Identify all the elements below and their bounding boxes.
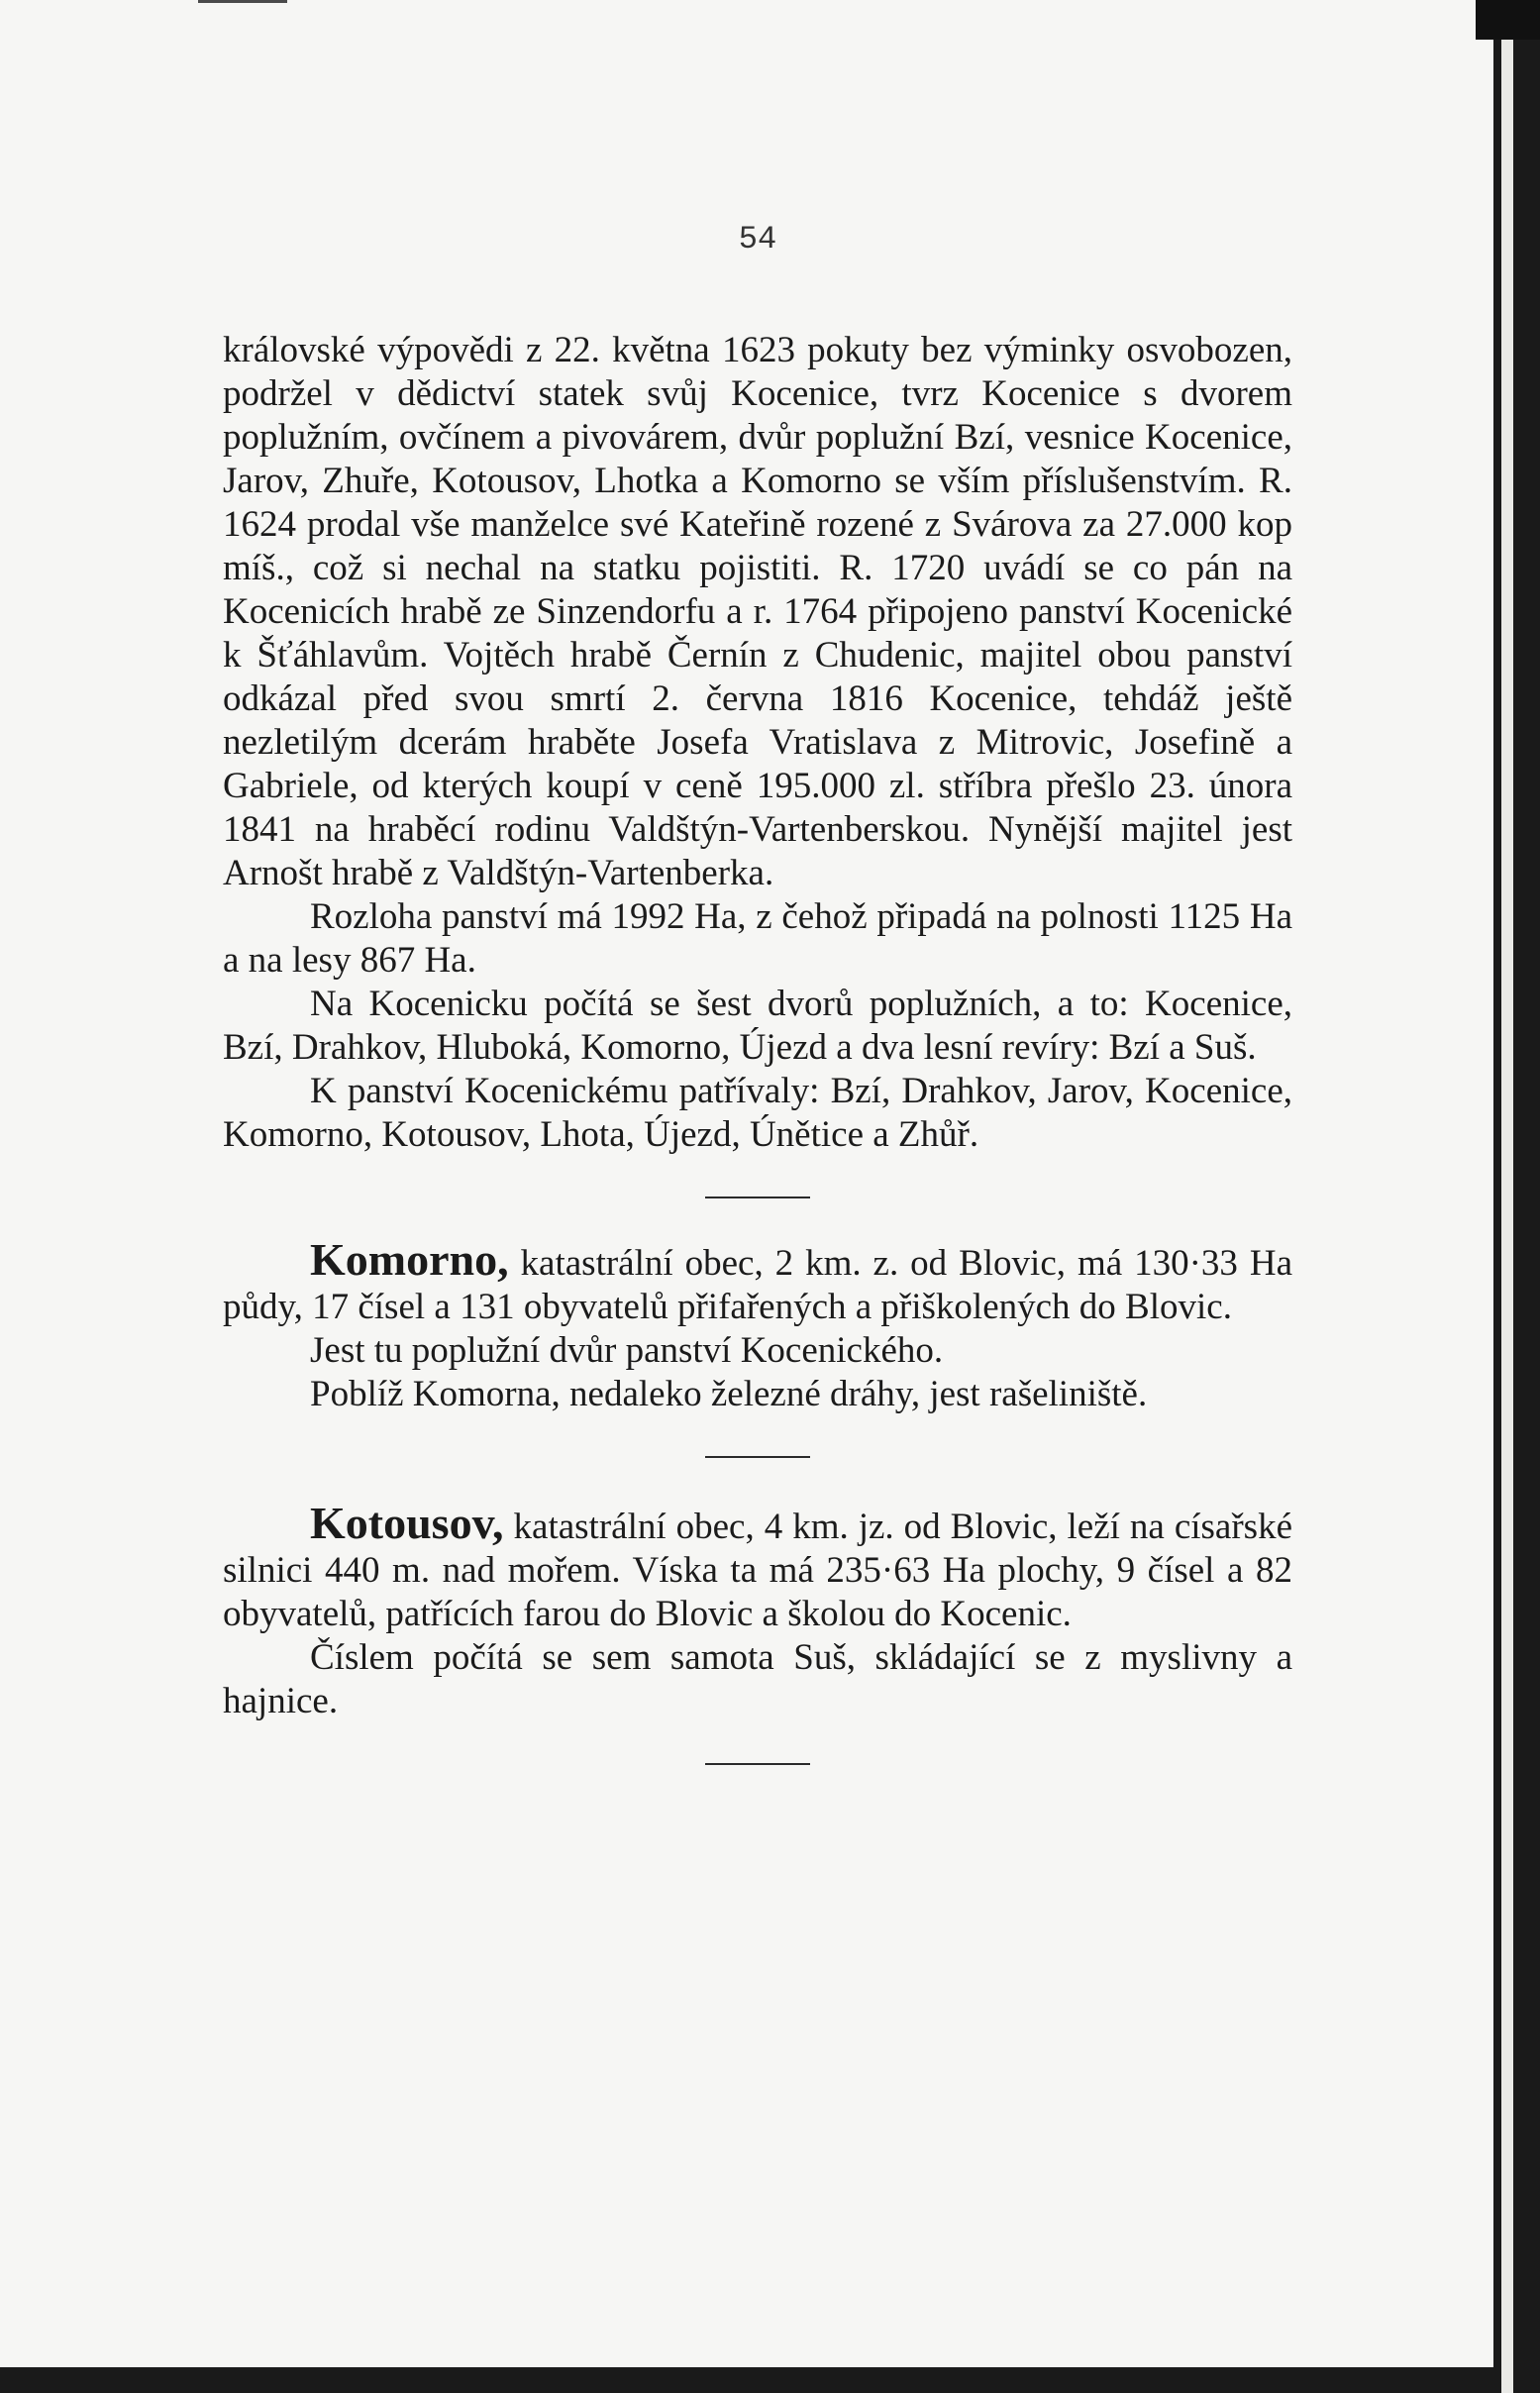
paragraph-farms: Na Kocenicku počítá se šest dvorů poplužních, a to: Kocenice, Bzí, Drahkov, Hluboká, Komorno, Újezd a dva lesní revíry: Bzí a Suš.	[223, 984, 1292, 1068]
paragraph-belonged: K panství Kocenickému patřívaly: Bzí, Drahkov, Jarov, Kocenice, Komorno, Kotousov, Lhota, Újezd, Únětice a Zhůř.	[223, 1071, 1292, 1155]
entry-kotousov	[223, 1498, 1292, 1636]
komorno-paragraph-peat: Poblíž Komorna, nedaleko železné dráhy, jest rašeliniště.	[310, 1374, 1148, 1414]
komorno-paragraph-farm: Jest tu poplužní dvůr panství Kocenického.	[310, 1330, 944, 1371]
scan-corner-shadow	[1476, 0, 1540, 40]
entry-title-komorno: Komorno,	[310, 1234, 509, 1285]
page-number: 54	[738, 221, 777, 258]
paragraph-area: Rozloha panství má 1992 Ha, z čehož připadá na polnosti 1125 Ha a na lesy 867 Ha.	[223, 896, 1292, 981]
kotousov-paragraph-sus: Číslem počítá se sem samota Suš, skládající se z myslivny a hajnice.	[223, 1637, 1292, 1721]
paragraph-history: královské výpovědi z 22. května 1623 pokuty bez výminky osvobozen, podržel v dědictví statek svůj Kocenice, tvrz Kocenice s dvorem poplužním, ovčínem a pivovárem, dvůr poplužní Bzí, vesnice Kocenice, Jarov, Zhuře, Kotousov, Lhotka a Komorno se vším příslušenstvím. R. 1624 prodal vše manželce své Kateřině rozené z Svárova za 27.000 kop míš., což si nechal na statku pojistiti. R. 1720 uvádí se co pán na Kocenicích hrabě ze Sinzendorfu a r. 1764 připojeno panství Kocenické k Šťáhlavům. Vojtěch hrabě Černín z Chudenic, majitel obou panství odkázal před svou smrtí 2. června 1816 Kocenice, tehdáž ještě nezletilým dcerám hraběte Josefa Vratislava z Mitrovic, Josefině a Gabriele, od kterých koupí v ceně 195.000 zl. stříbra přešlo 23. února 1841 na hraběcí rodinu Valdštýn-Vartenberskou. Nynější majitel jest Arnošt hrabě z Valdštýn-Vartenberka.	[223, 330, 1292, 893]
entry-komorno-text: katastrální obec, 2 km. z. od Blovic, má 130·33 Ha půdy, 17 čísel a 131 obyvatelů přifařených a přiškolených do Blovic.	[223, 1243, 1292, 1327]
adjacent-page-edge	[1501, 0, 1513, 2393]
scan-bottom-margin	[0, 2367, 1493, 2393]
entry-title-kotousov: Kotousov,	[310, 1498, 504, 1548]
section-divider	[705, 1456, 810, 1458]
entry-kotousov-text: katastrální obec, 4 km. jz. od Blovic, leží na císařské silnici 440 m. nad mořem. Víska ta má 235·63 Ha plochy, 9 čísel a 82 obyvatelů, patřících farou do Blovic a školou do Kocenic.	[223, 1507, 1292, 1634]
body-text	[223, 329, 1292, 1765]
section-divider	[705, 1763, 810, 1765]
entry-komorno	[223, 1234, 1292, 1329]
scan-top-mark	[198, 0, 287, 3]
section-divider	[705, 1196, 810, 1198]
